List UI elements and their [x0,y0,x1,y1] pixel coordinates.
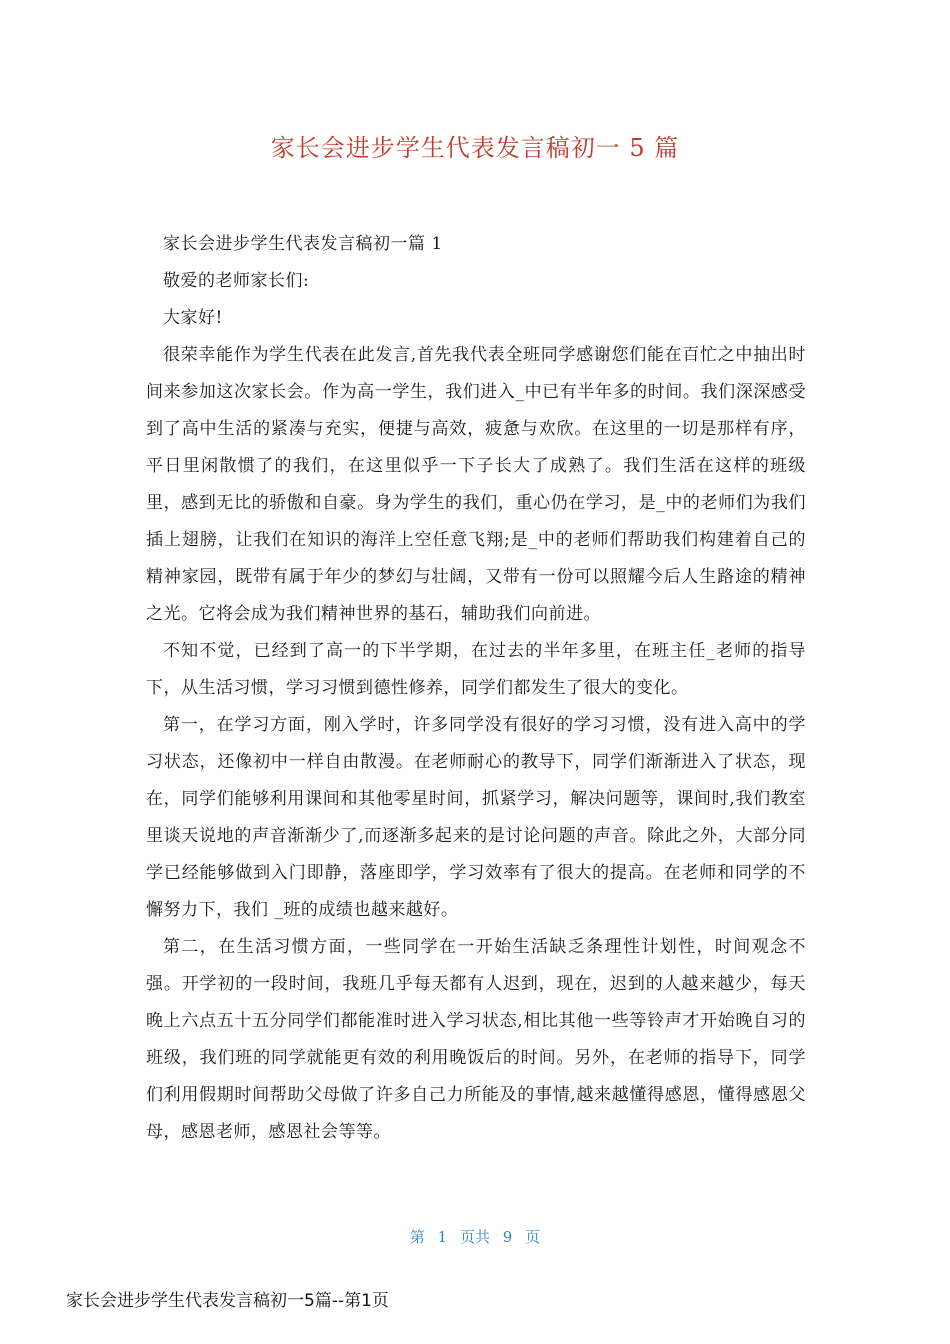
body-paragraph: 第一，在学习方面，刚入学时，许多同学没有很好的学习习惯，没有进入高中的学习状态，还像初中一样自由散漫。在老师耐心的教导下，同学们渐渐进入了状态，现在，同学们能够利用课间和其他零星时间，抓紧学习，解决问题等，课间时,我们教室里谈天说地的声音渐渐少了,而逐渐多起来的是讨论问题的声音。除此之外，大部分同学已经能够做到入门即静，落座即学，学习效率有了很大的提高。在老师和同学的不懈努力下，我们 _班的成绩也越来越好。 [146,715,806,920]
footer-caption: 家长会进步学生代表发言稿初一5篇--第1页 [66,1291,389,1311]
salutation: 敬爱的老师家长们: [163,271,310,291]
body-paragraph: 不知不觉，已经到了高一的下半学期，在过去的半年多里，在班主任_老师的指导下，从生活习惯，学习习惯到德性修养，同学们都发生了很大的变化。 [146,641,806,698]
document-body [146,226,806,1151]
document-title: 家长会进步学生代表发言稿初一 5 篇 [270,134,680,162]
body-paragraph: 第二，在生活习惯方面，一些同学在一开始生活缺乏条理性计划性，时间观念不强。开学初的一段时间，我班几乎每天都有人迟到，现在，迟到的人越来越少，每天晚上六点五十五分同学们都能准时进入学习状态,相比其他一些等铃声才开始晚自习的班级，我们班的同学就能更有效的利用晚饭后的时间。另外，在老师的指导下，同学们利用假期时间帮助父母做了许多自己力所能及的事情,越来越懂得感恩，懂得感恩父母，感恩老师，感恩社会等等。 [146,937,806,1142]
greeting: 大家好! [163,308,223,328]
body-paragraph: 很荣幸能作为学生代表在此发言,首先我代表全班同学感谢您们能在百忙之中抽出时间来参加这次家长会。作为高一学生，我们进入_中已有半年多的时间。我们深深感受到了高中生活的紧凑与充实，便捷与高效，疲惫与欢欣。在这里的一切是那样有序，平日里闲散惯了的我们，在这里似乎一下子长大了成熟了。我们生活在这样的班级里，感到无比的骄傲和自豪。身为学生的我们，重心仍在学习，是_中的老师们为我们插上翅膀，让我们在知识的海洋上空任意飞翔;是_中的老师们帮助我们构建着自己的精神家园，既带有属于年少的梦幻与壮阔，又带有一份可以照耀今后人生路途的精神之光。它将会成为我们精神世界的基石，辅助我们向前进。 [146,345,806,624]
page-number: 第 1 页共 9 页 [409,1228,541,1246]
section-heading: 家长会进步学生代表发言稿初一篇 1 [163,234,443,254]
